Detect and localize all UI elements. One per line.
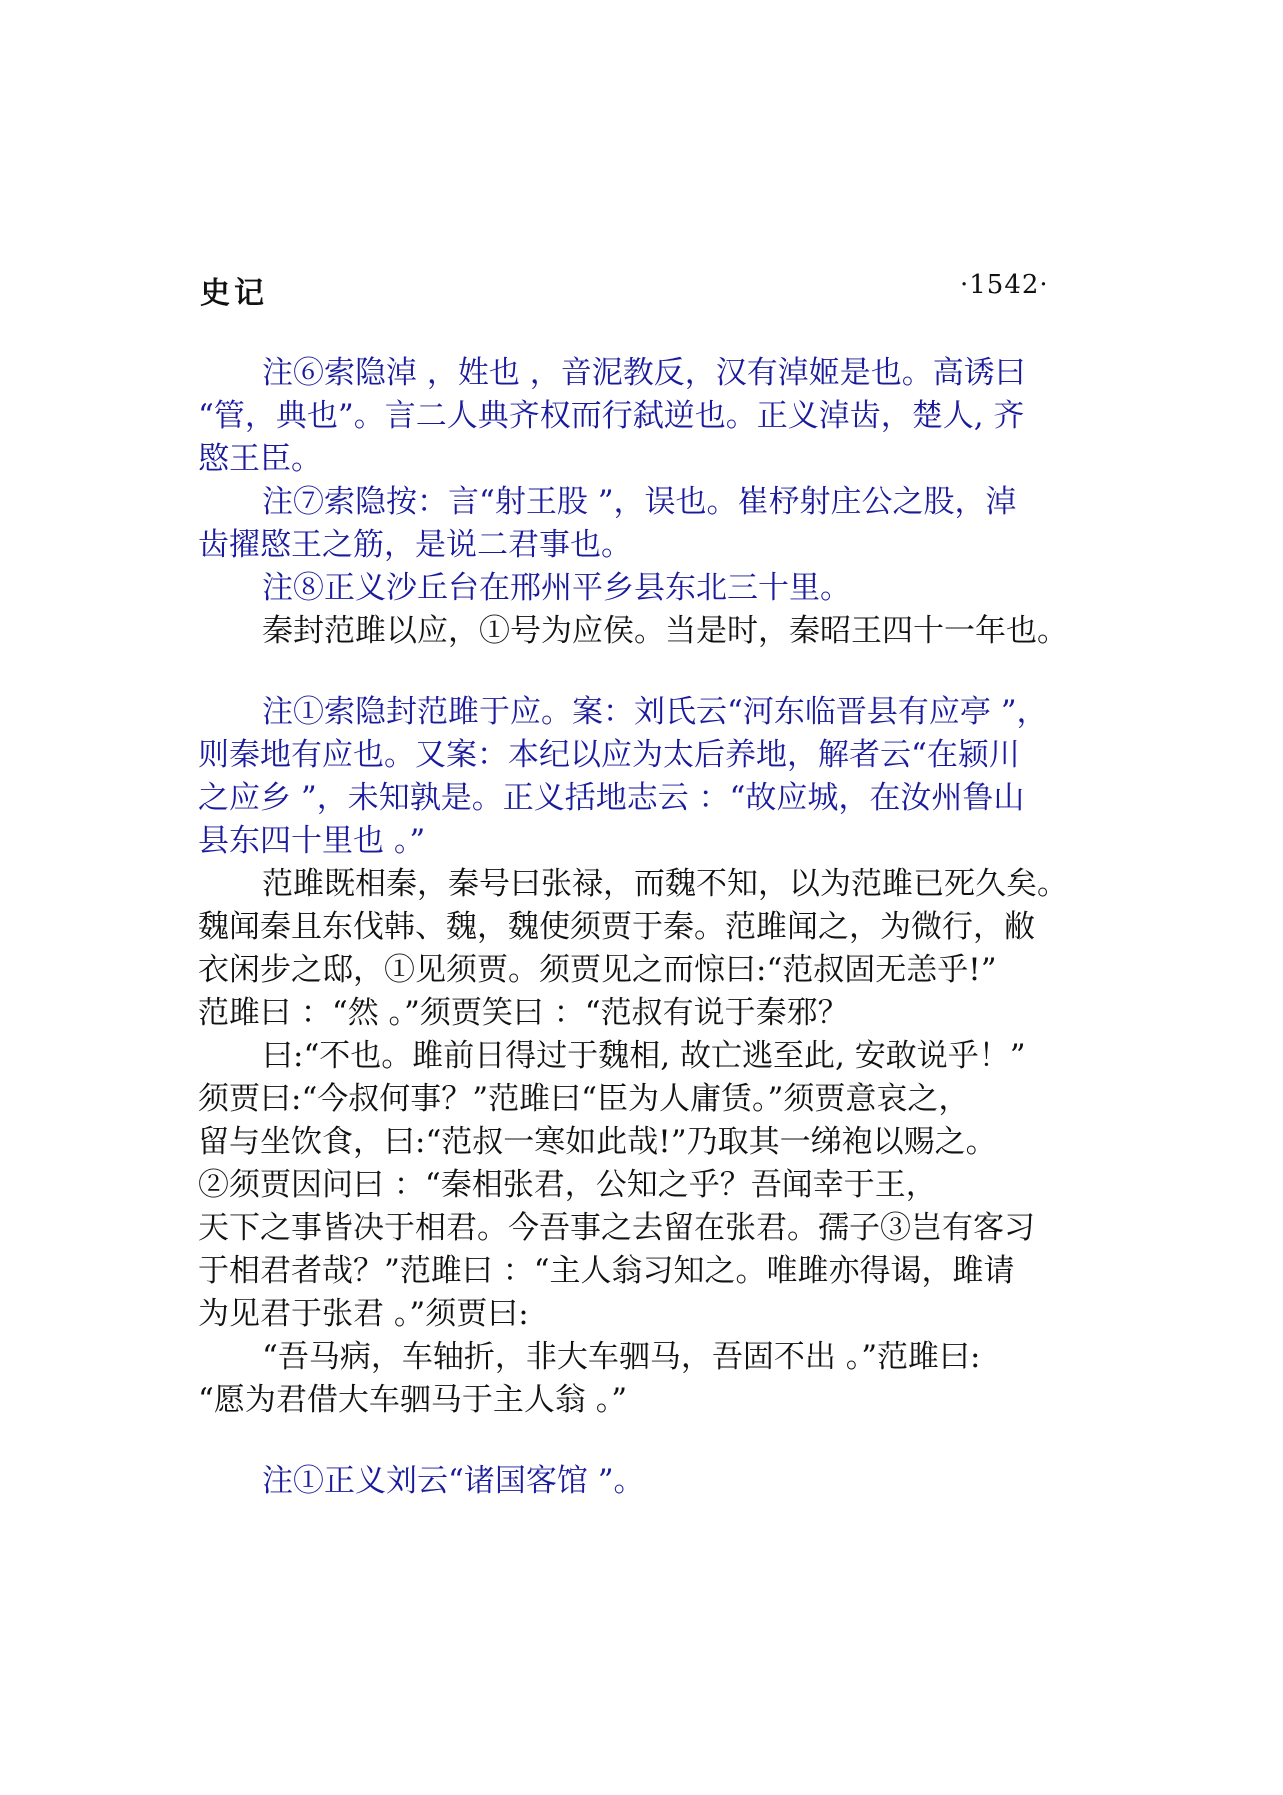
annotation-line: 注①索隐封范雎于应。案：刘氏云“河东临晋县有应亭 ”， [262,694,1048,730]
annotation-line: 注⑥索隐淖 ，姓也 ，音泥教反，汉有淖姬是也。高诱曰 [262,355,1026,391]
book-title: 史记 [200,276,268,311]
text-line: 秦封范雎以应，①号为应侯。当是时，秦昭王四十一年也。 [262,613,1068,649]
text-line: ②须贾因问曰 ：“秦相张君，公知之乎？吾闻幸于王， [198,1167,937,1203]
page-number: ·1542· [960,270,1049,300]
text-line: 于相君者哉？”范雎曰 ：“主人翁习知之。唯雎亦得谒，雎请 [198,1253,1015,1289]
annotation-line: 县东四十里也 。” [198,823,426,859]
text-body [198,352,1120,1503]
text-line: 魏闻秦且东伐韩、魏，魏使须贾于秦。范雎闻之，为微行，敝 [198,909,1035,945]
text-line: 衣闲步之邸，①见须贾。须贾见之而惊曰:“范叔固无恙乎!” [198,952,997,988]
annotation-line: 则秦地有应也。又案：本纪以应为太后养地，解者云“在颍川 [198,737,1020,773]
annotation-line: 注①正义刘云“诸国客馆 ”。 [262,1463,645,1499]
text-line: 留与坐饮食，曰:“范叔一寒如此哉!”乃取其一绨袍以赐之。 [198,1124,997,1160]
text-line: 范雎既相秦，秦号曰张禄，而魏不知，以为范雎已死久矣。 [262,866,1068,902]
annotation-line: 齿擢愍王之筋，是说二君事也。 [198,527,632,563]
annotation-line: “管，典也”。言二人典齐权而行弑逆也。正义淖齿，楚人, 齐 [198,398,1025,434]
text-line: “愿为君借大车驷马于主人翁 。” [198,1382,628,1418]
text-line: “吾马病，车轴折，非大车驷马，吾固不出 。”范雎曰: [262,1339,981,1375]
text-line: 范雎曰 ：“然 。”须贾笑曰 ：“范叔有说于秦邪？ [198,995,849,1031]
paragraph-gap [198,653,1120,691]
annotation-line: 注⑧正义沙丘台在邢州平乡县东北三十里。 [262,570,851,606]
paragraph-gap [198,1422,1120,1460]
text-line: 天下之事皆决于相君。今吾事之去留在张君。孺子③岂有客习 [198,1210,1035,1246]
annotation-line: 之应乡 ”，未知孰是。正义括地志云 ：“故应城，在汝州鲁山 [198,780,1025,816]
text-line: 曰:“不也。雎前日得过于魏相, 故亡逃至此, 安敢说乎！” [262,1038,1026,1074]
text-line: 须贾曰:“今叔何事？”范雎曰“臣为人庸赁。”须贾意哀之， [198,1081,970,1117]
text-line: 为见君于张君 。”须贾曰: [198,1296,529,1332]
annotation-line: 愍王臣。 [198,441,322,477]
annotation-line: 注⑦索隐按：言“射王股 ”，误也。崔杼射庄公之股，淖 [262,484,1017,520]
